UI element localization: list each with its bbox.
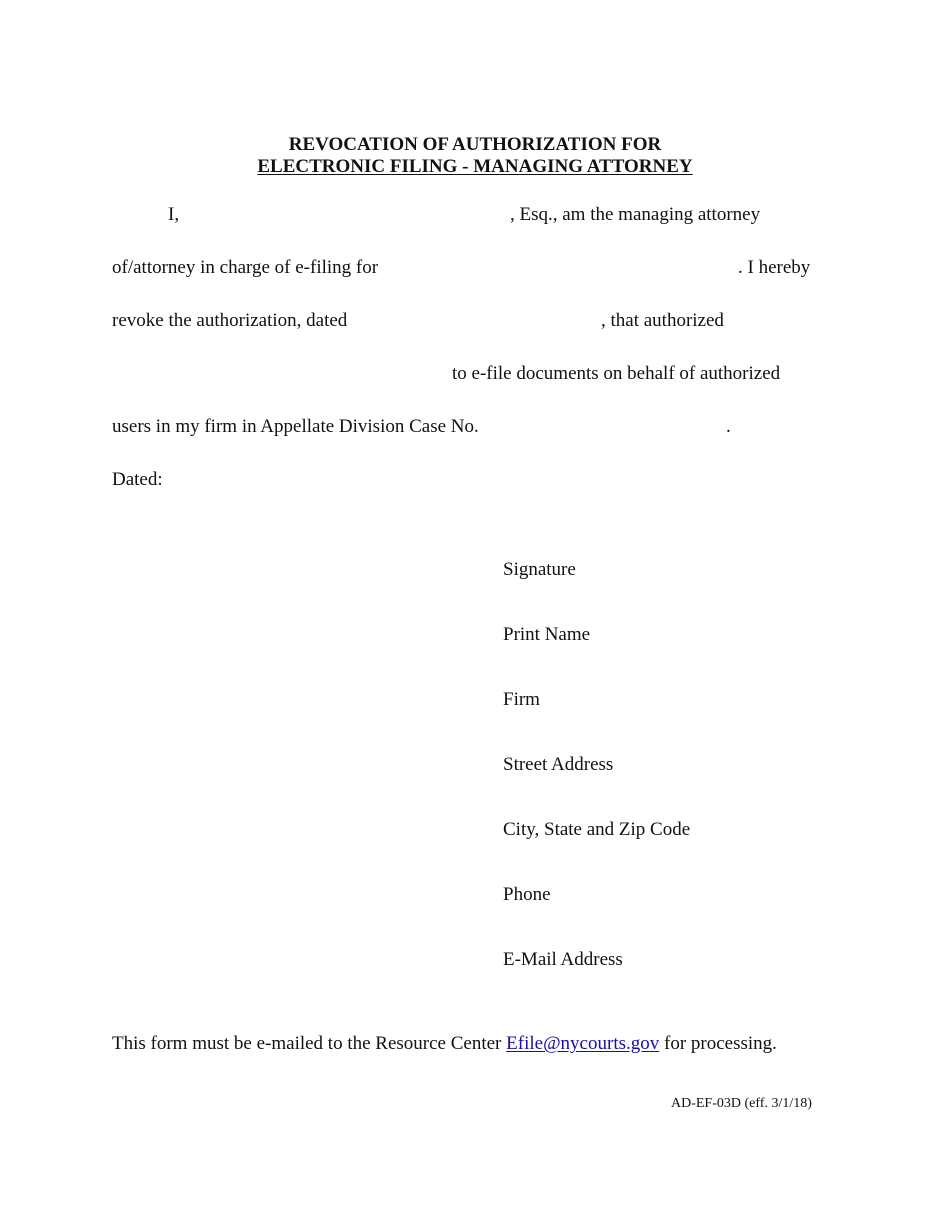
signature-label: Signature [503, 559, 576, 580]
resource-center-email-link[interactable]: Efile@nycourts.gov [506, 1033, 660, 1054]
city-state-zip-label: City, State and Zip Code [503, 819, 691, 840]
submission-instruction [112, 1034, 777, 1053]
form-title-line-2 [0, 157, 950, 176]
form-title-line-1: REVOCATION OF AUTHORIZATION FOR [288, 134, 662, 155]
form-title-line-2-text: ELECTRONIC FILING - MANAGING ATTORNEY [257, 156, 693, 177]
print-name-label: Print Name [503, 624, 591, 645]
line4-end-text: to e-file documents on behalf of authorized [452, 363, 781, 384]
line3-start-text: revoke the authorization, dated [112, 310, 348, 331]
line2-start-text: of/attorney in charge of e-filing for [112, 257, 379, 278]
line1-start-text: I, [168, 204, 180, 225]
email-label: E-Mail Address [503, 949, 623, 970]
instruction-before-text: This form must be e-mailed to the Resource Center [112, 1033, 502, 1054]
form-id-label: AD-EF-03D (eff. 3/1/18) [671, 1096, 812, 1111]
line3-end-text: , that authorized [601, 310, 724, 331]
line2-end-text: . I hereby [738, 257, 811, 278]
line5-start-text: users in my firm in Appellate Division Case No. [112, 416, 479, 437]
dated-label: Dated: [112, 469, 163, 490]
instruction-after-text: for processing. [664, 1033, 777, 1054]
phone-label: Phone [503, 884, 551, 905]
line1-end-text: , Esq., am the managing attorney [510, 204, 761, 225]
line5-end-text: . [726, 416, 731, 437]
street-address-label: Street Address [503, 754, 614, 775]
firm-label: Firm [503, 689, 540, 710]
